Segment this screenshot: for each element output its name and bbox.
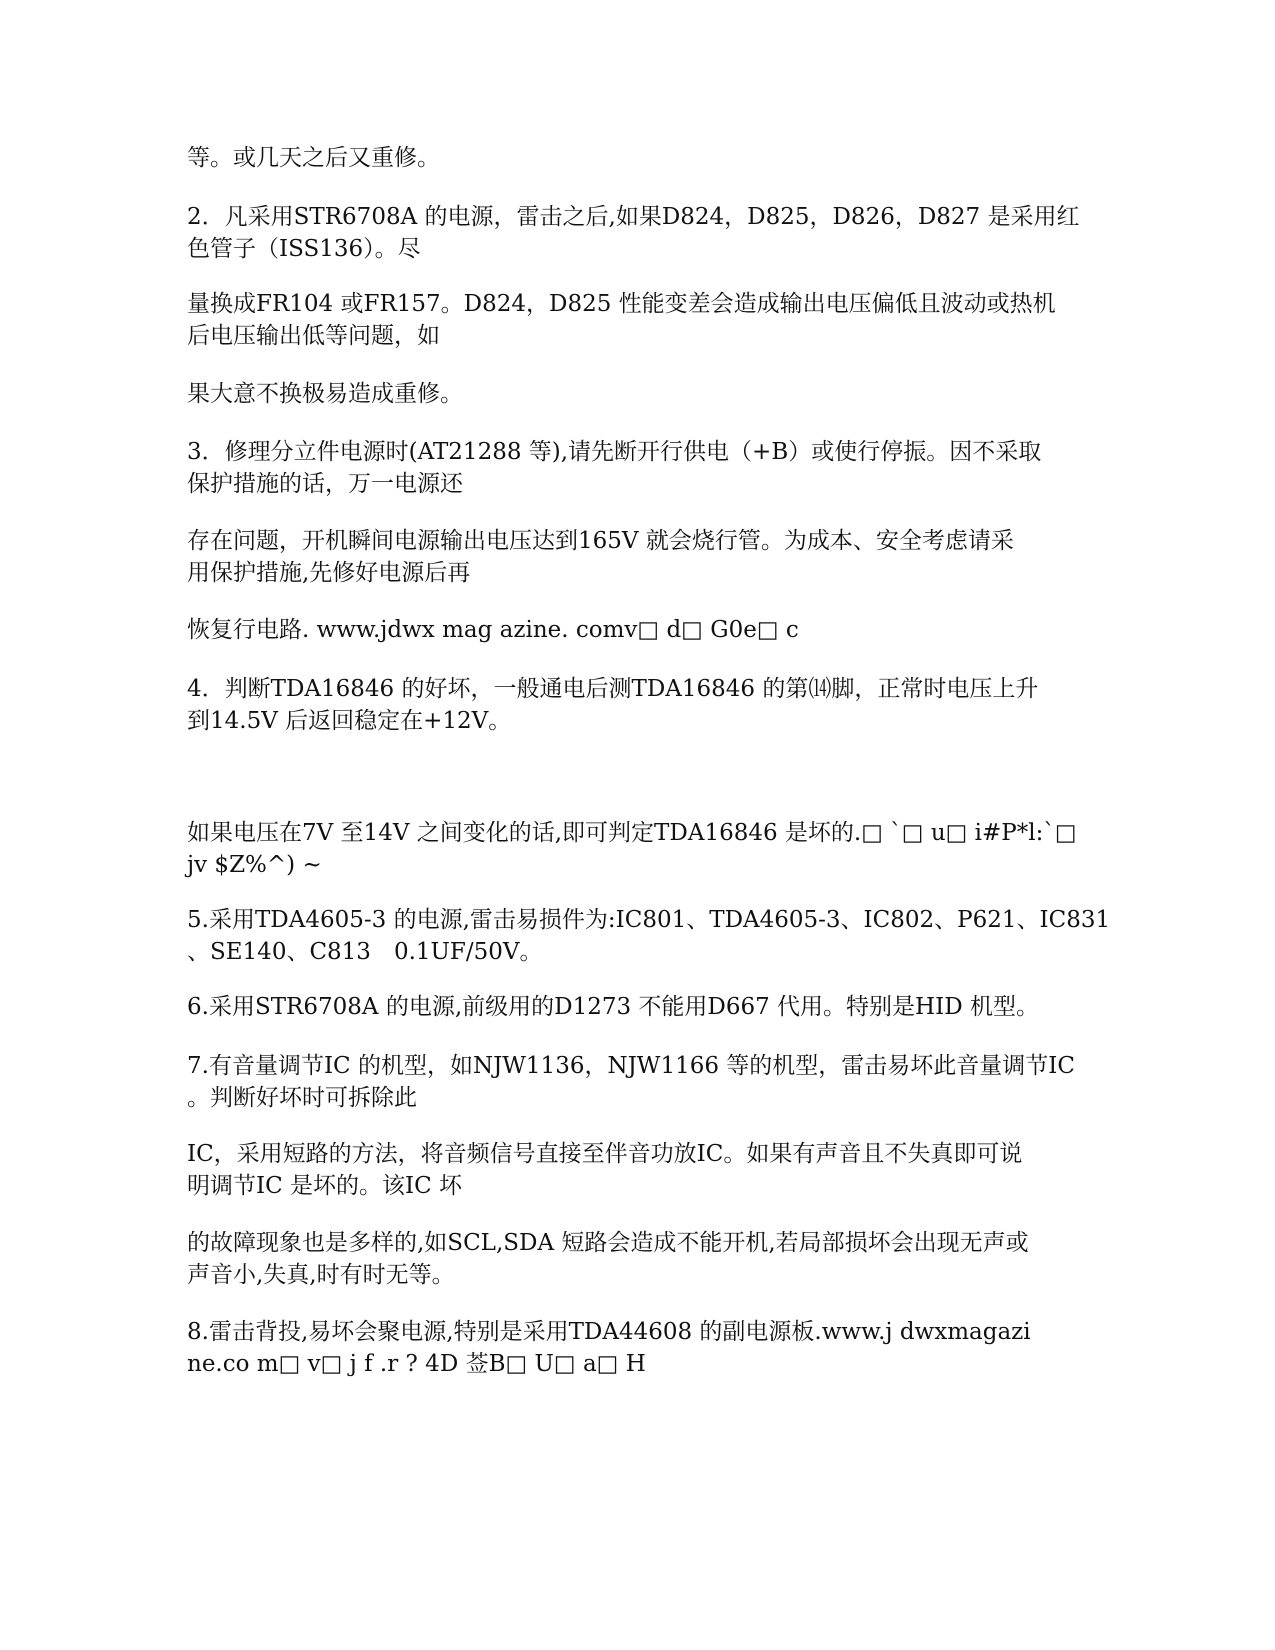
text-line: 存在问题，开机瞬间电源输出电压达到165V 就会烧行管。为成本、安全考虑请采 [187,528,1014,554]
paragraph-2 [187,201,1087,265]
text-line: 到14.5V 后返回稳定在+12V。 [187,708,512,734]
paragraph-14 [187,1227,1087,1291]
text-line: 明调节IC 是坏的。该IC 坏 [187,1173,462,1199]
text-line: 3．修理分立件电源时(AT21288 等),请先断开行供电（+B）或使行停振。因不采取 [187,439,1042,465]
text-line: 果大意不换极易造成重修。 [187,381,463,407]
text-line: 等。或几天之后又重修。 [187,145,440,171]
text-line: 用保护措施,先修好电源后再 [187,560,471,586]
text-line: jv $Z%^) ~ [187,852,322,878]
paragraph-4 [187,378,1087,410]
paragraph-6 [187,525,1087,589]
text-line: ne.co m□ v□ j f .r ? 4D 莶B□ U□ a□ H [187,1351,646,1377]
text-line: IC，采用短路的方法，将音频信号直接至伴音功放IC。如果有声音且不失真即可说 [187,1141,1023,1167]
text-line: 的故障现象也是多样的,如SCL,SDA 短路会造成不能开机,若局部损坏会出现无声或 [187,1230,1029,1256]
text-line: 。判断好坏时可拆除此 [187,1085,417,1111]
text-line: 色管子（ISS136）。尽 [187,236,421,262]
text-line: 量换成FR104 或FR157。D824，D825 性能变差会造成输出电压偏低且波动或热机 [187,291,1056,317]
paragraph-11 [187,991,1087,1023]
text-line: 、SE140、C813 0.1UF/50V。 [187,939,543,965]
text-line: 8.雷击背投,易坏会聚电源,特别是采用TDA44608 的副电源板.www.j dwxmagazi [187,1319,1031,1345]
paragraph-9 [187,817,1087,881]
text-line: 后电压输出低等问题，如 [187,323,440,349]
paragraph-8 [187,673,1087,737]
text-line: 6.采用STR6708A 的电源,前级用的D1273 不能用D667 代用。特别是HID 机型。 [187,994,1039,1020]
text-line: 保护措施的话，万一电源还 [187,471,463,497]
paragraph-1 [187,142,1087,174]
paragraph-7 [187,614,1087,646]
paragraph-12 [187,1050,1087,1114]
text-line: 2．凡采用STR6708A 的电源，雷击之后,如果D824，D825，D826，D827 是采用红 [187,204,1080,230]
text-line: 4．判断TDA16846 的好坏，一般通电后测TDA16846 的第⒁脚，正常时电压上升 [187,676,1039,702]
paragraph-13 [187,1138,1087,1202]
paragraph-10 [187,904,1111,968]
text-line: 如果电压在7V 至14V 之间变化的话,即可判定TDA16846 是坏的.□ `□ u□ i#P*l:`□ [187,820,1077,846]
text-line: 7.有音量调节IC 的机型，如NJW1136，NJW1166 等的机型，雷击易坏此音量调节IC [187,1053,1075,1079]
text-line: 恢复行电路. www.jdwx mag azine. comv□ d□ G0e□ c [187,617,799,643]
text-line: 5.采用TDA4605-3 的电源,雷击易损件为:IC801、TDA4605-3、IC802、P621、IC831 [187,907,1111,933]
paragraph-15 [187,1316,1087,1380]
text-line: 声音小,失真,时有时无等。 [187,1262,455,1288]
paragraph-3 [187,288,1087,352]
paragraph-5 [187,436,1087,500]
